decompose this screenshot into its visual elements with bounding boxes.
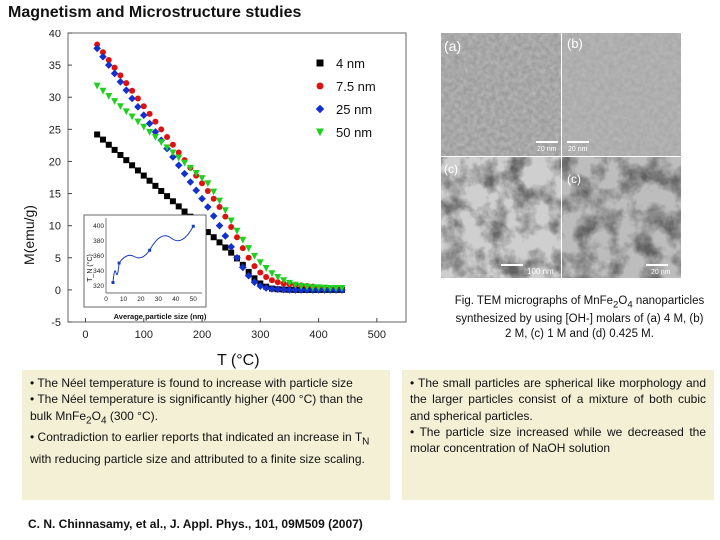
y-tick-label: 20 [48,156,61,169]
data-point [182,209,188,215]
tem-label-c: (c) [444,162,458,176]
slide-title: Magnetism and Microstructure studies [8,4,302,21]
data-point [112,147,118,153]
inset-x-label: Average particle size (nm) [113,312,207,321]
data-point [117,72,123,78]
data-point [175,161,183,169]
data-point [204,180,211,187]
data-point [140,111,148,119]
morphology-bullet-1: • The small particles are spherical like morphology and the larger particles consist of a mixture of both cubic and spherical particles. [410,376,706,423]
neel-temperature-notes [22,370,390,500]
x-tick-label: 300 [251,329,270,341]
legend-marker [316,105,325,114]
legend-label: 4 nm [336,56,365,71]
tem-micrographs [441,33,681,278]
inset-y-tick-label: 380 [93,238,104,245]
inset-x-tick-label: 20 [137,296,145,303]
inset-chart [84,215,207,321]
data-point [234,228,241,235]
inset-y-tick-label: 340 [93,268,104,275]
note-bullet-1: • The Néel temperature is found to increase with particle size [30,376,353,390]
x-axis-label: T (°C) [217,352,260,369]
data-point [135,167,141,173]
data-point [141,103,147,109]
data-point [187,178,195,186]
data-point [263,265,270,272]
data-point [147,111,153,117]
data-point [227,243,235,251]
data-point [100,137,106,143]
inset-x-tick-label: 50 [189,296,197,303]
y-tick-label: -5 [51,317,61,329]
y-tick-label: 10 [48,220,61,233]
inset-x-tick-label: 0 [104,296,108,303]
data-point [169,149,176,156]
data-point [140,124,147,131]
data-point [105,93,112,100]
note-bullet-3: • Contradiction to earlier reports that indicated an increase in $T_N$ with reducing particle size and attributed to a finite size scaling. [30,430,370,466]
data-point [251,253,258,260]
y-axis-label: M(emu/g) [21,205,37,265]
data-point [216,198,223,205]
y-tick-label: 0 [54,284,61,297]
y-tick-label: 5 [54,252,61,265]
data-point [245,245,252,252]
data-point [210,212,218,220]
inset-y-tick-label: 400 [93,223,104,230]
data-point [210,189,217,196]
x-tick-label: 0 [82,329,89,341]
data-point [152,119,158,125]
data-point [122,86,130,94]
tem-label-d: (c) [567,172,581,186]
data-point [175,155,182,162]
data-point [152,183,158,189]
legend-label: 7.5 nm [336,79,376,94]
inset-y-tick-label: 360 [93,253,104,260]
data-point [117,152,123,158]
data-point [176,203,182,209]
data-point [134,103,142,111]
data-point [222,232,230,240]
x-axis-ticks [82,318,386,341]
data-point [217,239,223,245]
data-point [129,88,135,94]
data-point [147,178,153,184]
data-point [199,175,206,182]
data-point [240,245,246,251]
inset-data-point [192,225,195,228]
data-point [146,120,154,128]
x-tick-label: 100 [134,329,153,341]
data-point [128,95,136,103]
data-point [239,237,246,244]
data-point [251,263,257,269]
data-point [99,88,106,95]
data-point [228,218,235,225]
tem-label-b: (b) [567,36,583,51]
data-point [123,157,129,163]
citation: C. N. Chinnasamy, et al., J. Appl. Phys., 101, 09M509 (2007) [28,517,363,531]
legend-marker [317,83,324,90]
legend-label: 50 nm [336,125,373,140]
data-point [268,270,275,277]
data-point [198,195,206,203]
magnetization-chart [18,30,410,352]
data-point [134,119,141,126]
data-point [170,198,176,204]
data-point [94,83,101,90]
tem-caption: Fig. TEM micrographs of $MnFe_2O_4$ nanoparticles synthesized by using [OH-] molars of (a) 4 M, (b) 2 M, (c) 1 M and (d) 0.425 M. [454,295,705,341]
inset-x-tick-label: 10 [119,296,128,303]
morphology-bullet-2: • The particle size increased while we decreased the molar concentration of NaOH solution [410,424,706,456]
y-tick-label: 35 [48,60,61,73]
data-point [123,80,129,86]
tem-scale-a: 20 nm [537,146,557,153]
data-point [181,170,189,178]
data-point [257,270,263,276]
tem-panel-b [562,33,681,156]
y-tick-label: 40 [48,30,61,40]
tem-scale-d: 20 nm [651,269,671,276]
data-point [158,126,164,132]
data-point [99,53,107,61]
data-point [217,204,223,210]
inset-data-point [148,249,151,252]
data-point [211,196,217,202]
morphology-notes [402,370,714,500]
data-point [176,149,182,155]
tem-panel-c [441,157,561,278]
data-point [158,139,165,146]
data-point [94,131,100,137]
legend-label: 25 nm [336,102,373,117]
inset-x-tick-label: 40 [172,296,180,303]
data-point [222,245,228,251]
tem-scale-b: 20 nm [568,146,588,153]
data-point [269,277,275,283]
data-point [129,162,135,168]
data-point [228,224,234,230]
data-point [222,214,228,220]
y-tick-label: 15 [48,188,61,201]
data-point [222,207,229,214]
inset-x-tick-label: 30 [154,296,162,303]
x-tick-label: 500 [367,329,387,341]
inset-data-point [111,281,114,284]
data-point [164,134,170,140]
x-tick-label: 400 [309,329,328,341]
data-point [211,234,217,240]
data-point [263,274,269,280]
inset-y-tick-label: 320 [93,283,104,290]
data-point [152,134,159,141]
data-point [129,113,136,120]
legend-marker [316,129,324,137]
legend [316,56,376,140]
data-point [170,142,176,148]
data-point [117,103,124,110]
note-bullet-2: • The Néel temperature is significantly higher (400 °C) than the bulk $MnFe_2O_4$ (300 °C). [30,392,363,426]
data-point [123,108,130,115]
data-point [216,222,224,230]
y-axis-ticks [49,30,72,329]
legend-marker [317,60,324,67]
data-point [246,255,252,261]
inset-y-label: T_N (°C) [87,254,94,282]
data-point [234,234,240,240]
data-point [105,61,113,69]
inset-data-point [118,262,121,265]
data-point [205,188,211,194]
data-point [117,78,125,86]
data-point [111,98,118,105]
y-tick-label: 30 [48,92,61,105]
data-point [164,193,170,199]
tem-label-a: (a) [444,38,462,54]
data-point [192,187,200,195]
y-tick-label: 25 [48,124,61,137]
data-point [158,188,164,194]
x-tick-label: 200 [192,329,212,341]
data-point [111,70,119,78]
data-point [106,142,112,148]
tem-scale-c: 100 nm [527,267,554,276]
data-point [204,203,212,211]
data-point [141,173,147,179]
